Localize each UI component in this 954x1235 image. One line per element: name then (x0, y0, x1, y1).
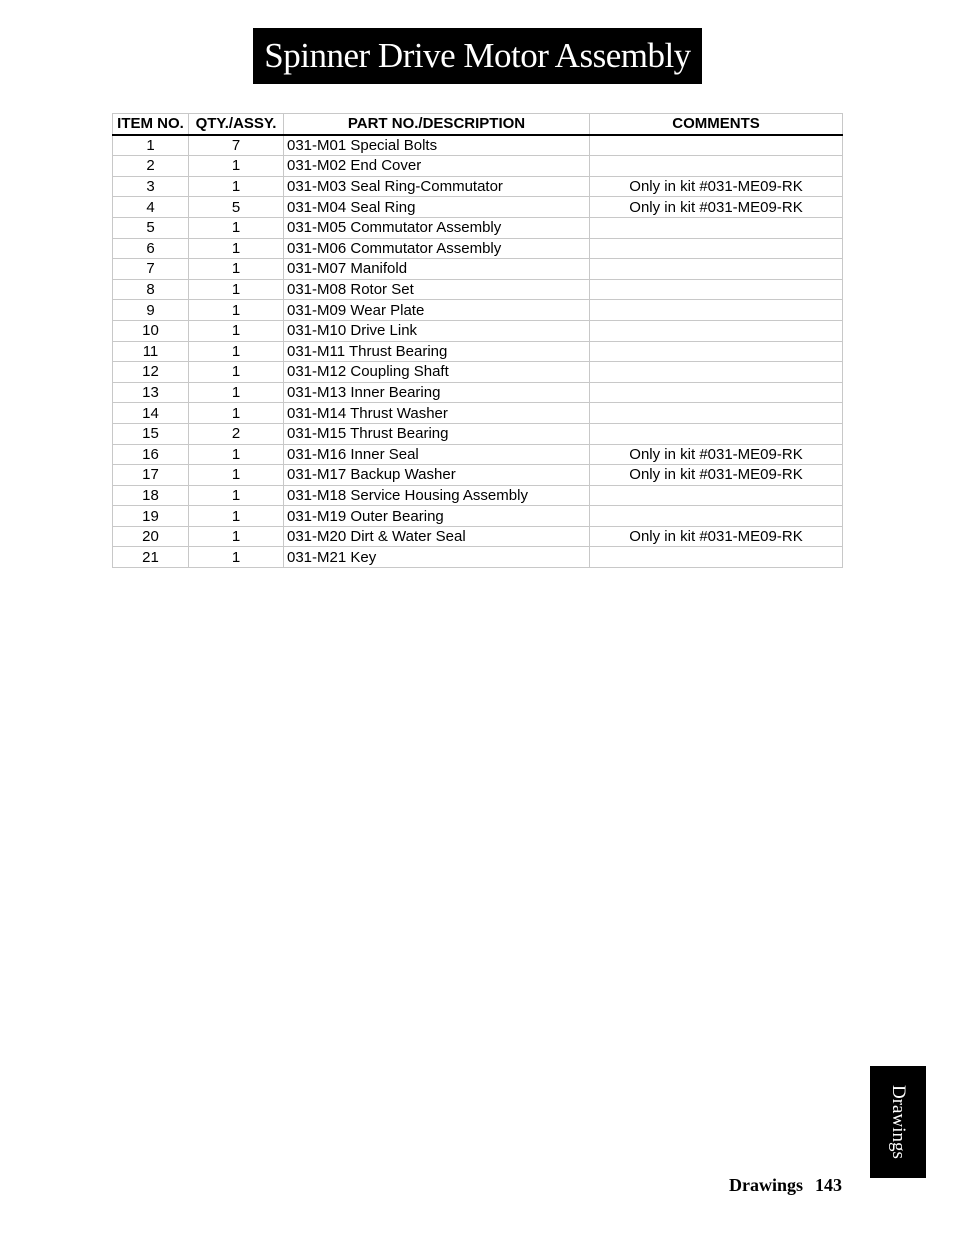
cell-comment (590, 279, 843, 300)
cell-item-no: 8 (113, 279, 189, 300)
table-row (113, 197, 843, 218)
parts-table (112, 113, 843, 568)
table-row (113, 341, 843, 362)
cell-description: 031-M02 End Cover (284, 156, 590, 177)
cell-comment: Only in kit #031-ME09-RK (590, 197, 843, 218)
cell-description: 031-M13 Inner Bearing (284, 382, 590, 403)
cell-qty: 1 (189, 279, 284, 300)
table-row (113, 217, 843, 238)
cell-item-no: 2 (113, 156, 189, 177)
cell-qty: 1 (189, 547, 284, 568)
cell-comment (590, 382, 843, 403)
cell-qty: 1 (189, 382, 284, 403)
header-comments: COMMENTS (590, 114, 843, 135)
cell-qty: 1 (189, 238, 284, 259)
cell-comment: Only in kit #031-ME09-RK (590, 465, 843, 486)
cell-qty: 1 (189, 259, 284, 280)
table-row (113, 135, 843, 156)
cell-qty: 1 (189, 403, 284, 424)
cell-item-no: 5 (113, 217, 189, 238)
cell-comment (590, 485, 843, 506)
table-row (113, 465, 843, 486)
cell-item-no: 3 (113, 176, 189, 197)
cell-description: 031-M16 Inner Seal (284, 444, 590, 465)
cell-description: 031-M10 Drive Link (284, 320, 590, 341)
cell-item-no: 21 (113, 547, 189, 568)
footer-section: Drawings (728, 1175, 803, 1195)
cell-description: 031-M09 Wear Plate (284, 300, 590, 321)
cell-item-no: 11 (113, 341, 189, 362)
cell-comment (590, 423, 843, 444)
cell-description: 031-M17 Backup Washer (284, 465, 590, 486)
cell-qty: 1 (189, 526, 284, 547)
table-row (113, 362, 843, 383)
cell-qty: 1 (189, 341, 284, 362)
cell-comment (590, 259, 843, 280)
cell-qty: 1 (189, 506, 284, 527)
table-row (113, 485, 843, 506)
cell-description: 031-M07 Manifold (284, 259, 590, 280)
cell-description: 031-M19 Outer Bearing (284, 506, 590, 527)
cell-description: 031-M08 Rotor Set (284, 279, 590, 300)
page-title: Spinner Drive Motor Assembly (253, 28, 702, 84)
cell-qty: 1 (189, 217, 284, 238)
parts-table-body (113, 135, 843, 568)
cell-comment (590, 300, 843, 321)
cell-comment (590, 320, 843, 341)
cell-qty: 1 (189, 465, 284, 486)
cell-qty: 7 (189, 135, 284, 156)
cell-description: 031-M14 Thrust Washer (284, 403, 590, 424)
cell-comment (590, 135, 843, 156)
cell-item-no: 7 (113, 259, 189, 280)
table-row (113, 259, 843, 280)
cell-item-no: 16 (113, 444, 189, 465)
cell-comment (590, 156, 843, 177)
cell-description: 031-M01 Special Bolts (284, 135, 590, 156)
cell-comment (590, 217, 843, 238)
cell-comment (590, 238, 843, 259)
cell-description: 031-M15 Thrust Bearing (284, 423, 590, 444)
cell-qty: 2 (189, 423, 284, 444)
cell-description: 031-M04 Seal Ring (284, 197, 590, 218)
section-tab (870, 1066, 926, 1178)
cell-description: 031-M20 Dirt & Water Seal (284, 526, 590, 547)
cell-item-no: 9 (113, 300, 189, 321)
cell-qty: 5 (189, 197, 284, 218)
cell-qty: 1 (189, 300, 284, 321)
table-header-row (113, 114, 843, 135)
cell-qty: 1 (189, 444, 284, 465)
cell-comment (590, 547, 843, 568)
table-row (113, 526, 843, 547)
table-row (113, 547, 843, 568)
section-tab-label: Drawings (888, 1085, 909, 1159)
cell-comment: Only in kit #031-ME09-RK (590, 444, 843, 465)
cell-item-no: 19 (113, 506, 189, 527)
cell-item-no: 4 (113, 197, 189, 218)
table-row (113, 238, 843, 259)
table-row (113, 444, 843, 465)
cell-description: 031-M03 Seal Ring-Commutator (284, 176, 590, 197)
cell-description: 031-M21 Key (284, 547, 590, 568)
table-row (113, 506, 843, 527)
cell-item-no: 18 (113, 485, 189, 506)
cell-item-no: 17 (113, 465, 189, 486)
table-row (113, 156, 843, 177)
page-footer (729, 1175, 842, 1196)
cell-description: 031-M12 Coupling Shaft (284, 362, 590, 383)
cell-item-no: 6 (113, 238, 189, 259)
cell-item-no: 12 (113, 362, 189, 383)
cell-item-no: 20 (113, 526, 189, 547)
cell-item-no: 13 (113, 382, 189, 403)
page-number: 143 (815, 1175, 842, 1195)
table-row (113, 320, 843, 341)
header-item-no: ITEM NO. (113, 114, 189, 135)
cell-item-no: 10 (113, 320, 189, 341)
cell-comment (590, 341, 843, 362)
table-row (113, 279, 843, 300)
cell-item-no: 1 (113, 135, 189, 156)
cell-comment (590, 403, 843, 424)
cell-qty: 1 (189, 485, 284, 506)
cell-qty: 1 (189, 176, 284, 197)
header-description: PART NO./DESCRIPTION (284, 114, 590, 135)
cell-comment (590, 362, 843, 383)
header-qty: QTY./ASSY. (189, 114, 284, 135)
table-row (113, 176, 843, 197)
cell-comment: Only in kit #031-ME09-RK (590, 526, 843, 547)
table-row (113, 300, 843, 321)
cell-qty: 1 (189, 362, 284, 383)
cell-qty: 1 (189, 156, 284, 177)
table-row (113, 423, 843, 444)
table-row (113, 382, 843, 403)
cell-description: 031-M11 Thrust Bearing (284, 341, 590, 362)
cell-item-no: 14 (113, 403, 189, 424)
cell-comment: Only in kit #031-ME09-RK (590, 176, 843, 197)
cell-item-no: 15 (113, 423, 189, 444)
cell-qty: 1 (189, 320, 284, 341)
cell-description: 031-M06 Commutator Assembly (284, 238, 590, 259)
table-row (113, 403, 843, 424)
cell-comment (590, 506, 843, 527)
cell-description: 031-M05 Commutator Assembly (284, 217, 590, 238)
cell-description: 031-M18 Service Housing Assembly (284, 485, 590, 506)
